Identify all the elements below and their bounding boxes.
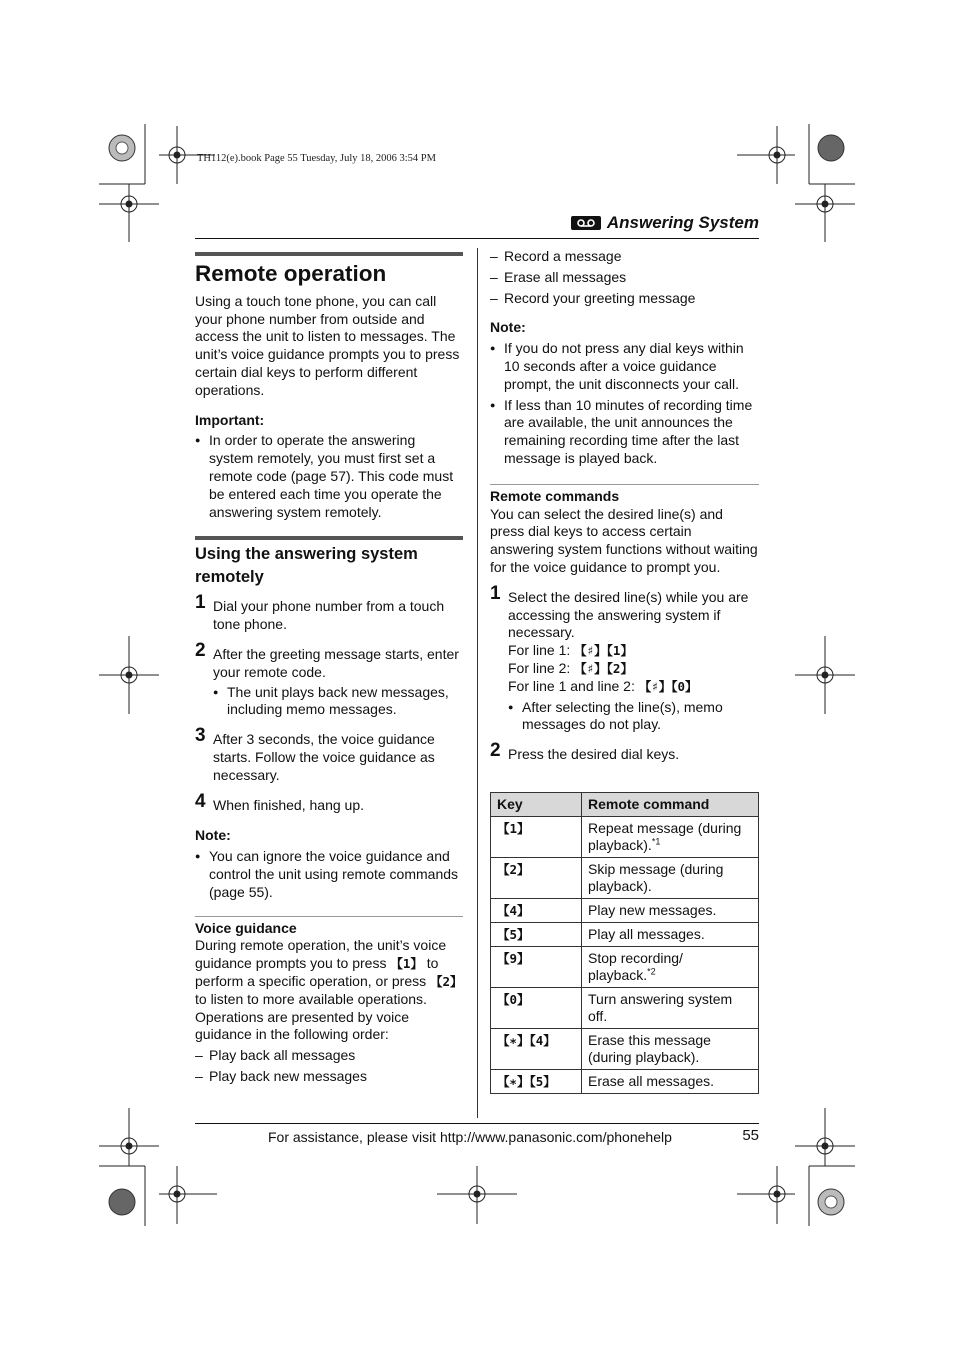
command-text: Stop recording/ playback. — [588, 950, 683, 983]
step-2 — [195, 639, 463, 719]
remote-commands-title: Remote commands — [490, 487, 620, 504]
page-footer — [195, 1123, 759, 1145]
list-item: – Record your greeting message — [490, 290, 759, 308]
step-bullet: ● After selecting the line(s), memo messages do not play. — [508, 699, 759, 735]
step-text: Dial your phone number from a touch tone phone. — [213, 598, 445, 633]
step-text: When finished, hang up. — [213, 796, 364, 813]
key-cell — [491, 988, 582, 1029]
step-number: 2 — [490, 740, 501, 762]
rc-step-1 — [490, 582, 759, 734]
voice-guidance-title: Voice guidance — [195, 919, 297, 936]
note-label: Note: — [195, 827, 231, 844]
table-header: Key — [491, 793, 582, 817]
key-label: 【2】 — [497, 862, 530, 877]
note-label: Note: — [490, 319, 526, 336]
step-number: 1 — [195, 592, 206, 614]
key-cell — [491, 817, 582, 858]
list-item: – Record a message — [490, 248, 759, 266]
line-keys: 【♯】【1】 — [574, 643, 633, 659]
table-row — [491, 1070, 759, 1094]
footnote-marker: *1 — [651, 836, 661, 847]
vg-text-part: During remote operation, the unit’s voice guidance prompts you to press — [195, 937, 447, 972]
note-bullet: ● If less than 10 minutes of recording time are available, the unit announces the remaining recording time after the last message is played back. — [490, 397, 759, 468]
step-bullet: ● The unit plays back new messages, including memo messages. — [213, 684, 463, 720]
key-2: 【2】 — [430, 973, 463, 989]
key-cell — [491, 1029, 582, 1070]
step-text: After 3 seconds, the voice guidance starts. Follow the voice guidance as necessary. — [213, 731, 435, 783]
line-option — [508, 642, 759, 660]
page-title: Remote operation — [195, 261, 387, 286]
table-row — [491, 1029, 759, 1070]
key-label: 【5】 — [497, 927, 530, 942]
line-label: For line 1 and line 2: — [508, 677, 635, 694]
page-number: 55 — [742, 1127, 759, 1144]
command-cell — [582, 817, 759, 858]
list-item: – Play back new messages — [195, 1068, 463, 1086]
column-divider — [477, 248, 478, 1118]
command-text: Erase all messages. — [588, 1073, 715, 1089]
command-cell — [582, 1070, 759, 1094]
step-text: Select the desired line(s) while you are accessing the answering system if necessary. — [508, 588, 749, 641]
list-item: – Erase all messages — [490, 269, 759, 287]
command-text: Erase this message (during playback). — [588, 1032, 711, 1065]
voice-guidance-rule — [195, 916, 463, 917]
rc-step-2 — [490, 740, 759, 764]
subtitle-rule — [195, 536, 463, 540]
command-cell — [582, 1029, 759, 1070]
command-cell — [582, 947, 759, 988]
section-title: Answering System — [606, 213, 759, 232]
line-option — [508, 678, 759, 696]
command-cell — [582, 899, 759, 923]
remote-commands-table — [490, 792, 759, 1094]
intro-paragraph: Using a touch tone phone, you can call your phone number from outside and access the unit to listen to messages. The unit’s voice guidance prompts you to press certain dial keys to perform different operations. — [195, 292, 460, 398]
command-cell — [582, 988, 759, 1029]
key-label: 【∗】【5】 — [497, 1074, 556, 1089]
title-rule — [195, 252, 463, 256]
step-3 — [195, 725, 463, 784]
assistance-text: For assistance, please visit http://www.panasonic.com/phonehelp — [268, 1129, 672, 1145]
table-row — [491, 947, 759, 988]
table-header: Remote command — [582, 793, 759, 817]
key-cell — [491, 1070, 582, 1094]
remote-commands-text: You can select the desired line(s) and press dial keys to access certain answering system functions without waiting for the voice guidance to prompt you. — [490, 505, 758, 575]
vg-text-part: to perform a specific operation, or press — [195, 955, 439, 989]
command-cell — [582, 923, 759, 947]
step-text: Press the desired dial keys. — [508, 746, 680, 763]
right-column — [490, 248, 759, 764]
step-1 — [195, 592, 463, 634]
command-cell — [582, 858, 759, 899]
step-text: After the greeting message starts, enter your remote code. — [213, 645, 459, 680]
subtitle: Using the answering system remotely — [195, 545, 418, 587]
step-number: 1 — [490, 582, 501, 604]
table-row — [491, 923, 759, 947]
answering-machine-tape-icon — [571, 216, 601, 230]
line-keys: 【♯】【0】 — [638, 678, 698, 694]
key-label: 【0】 — [497, 992, 530, 1007]
key-label: 【4】 — [497, 903, 530, 918]
key-cell — [491, 947, 582, 988]
table-row — [491, 988, 759, 1029]
table-header-row — [491, 793, 759, 817]
table-row — [491, 899, 759, 923]
key-1: 【1】 — [390, 956, 423, 972]
important-label: Important: — [195, 411, 265, 428]
step-number: 4 — [195, 790, 206, 812]
command-text: Turn answering system off. — [588, 991, 733, 1024]
note-bullet: ● If you do not press any dial keys within 10 seconds after a voice guidance prompt, the unit disconnects your call. — [490, 340, 759, 393]
line-label: For line 2: — [508, 659, 571, 676]
step-number: 3 — [195, 725, 206, 747]
key-cell — [491, 858, 582, 899]
note-bullet: ● You can ignore the voice guidance and control the unit using remote commands (page 55). — [195, 848, 463, 901]
command-text: Play new messages. — [588, 902, 717, 918]
list-item: – Play back all messages — [195, 1047, 463, 1065]
important-bullet: ● In order to operate the answering system remotely, you must first set a remote code (page 57). This code must be entered each time you operate the answering system remotely. — [195, 432, 463, 521]
print-job-line: TH112(e).book Page 55 Tuesday, July 18, 2006 3:54 PM — [197, 153, 436, 164]
command-text: Play all messages. — [588, 926, 705, 942]
line-keys: 【♯】【2】 — [574, 660, 633, 676]
remote-commands-rule — [490, 484, 759, 485]
key-cell — [491, 899, 582, 923]
line-option — [508, 660, 759, 678]
voice-guidance-text — [195, 937, 463, 1044]
key-label: 【1】 — [497, 821, 530, 836]
table-row — [491, 817, 759, 858]
key-label: 【9】 — [497, 951, 530, 966]
command-text: Repeat message (during playback). — [588, 820, 742, 853]
vg-text-part: to listen to more available operations. Operations are presented by voice guidance in the following order: — [195, 990, 427, 1043]
table-row — [491, 858, 759, 899]
key-label: 【∗】【4】 — [497, 1033, 556, 1048]
section-header — [195, 212, 759, 239]
key-cell — [491, 923, 582, 947]
left-column — [195, 252, 463, 1086]
step-4 — [195, 790, 463, 815]
footnote-marker: *2 — [647, 966, 656, 977]
line-label: For line 1: — [508, 642, 571, 659]
command-text: Skip message (during playback). — [588, 861, 724, 894]
step-number: 2 — [195, 639, 206, 661]
